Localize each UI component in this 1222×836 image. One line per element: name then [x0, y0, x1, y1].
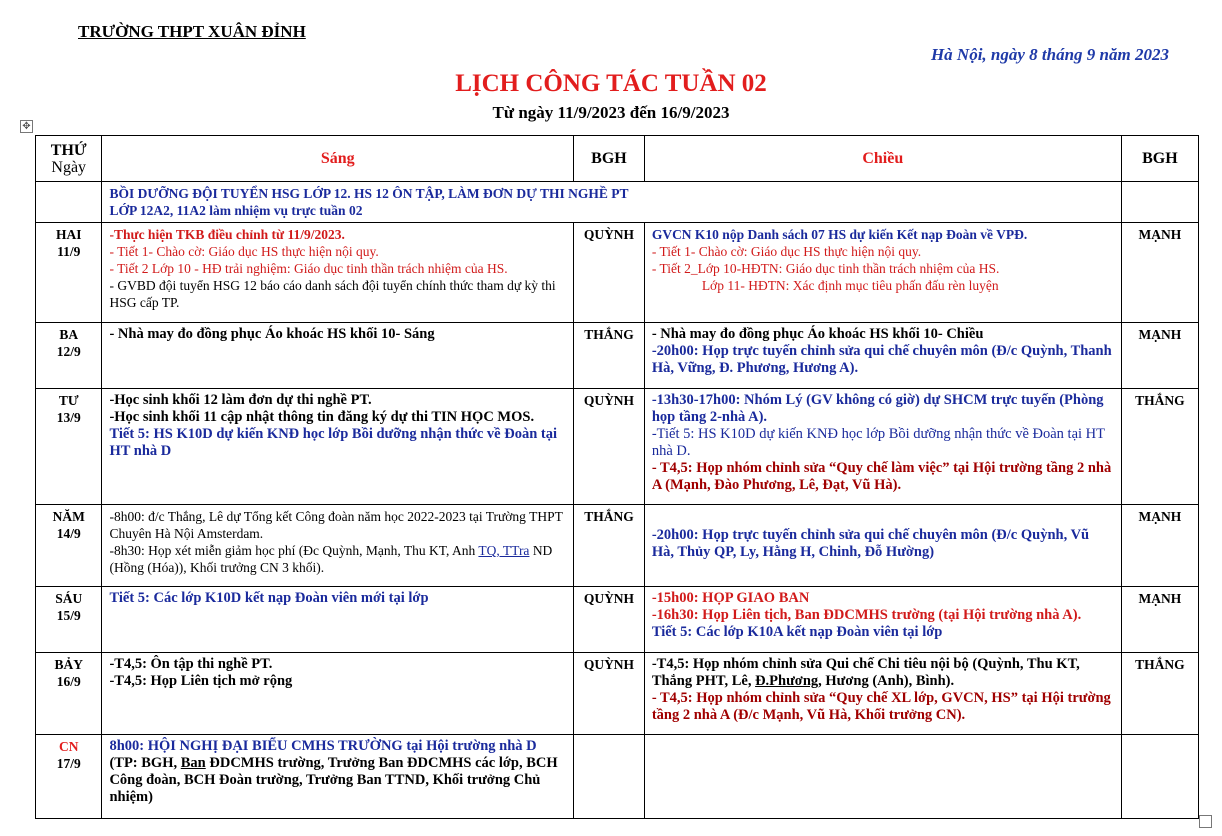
banner-empty-cell — [36, 182, 102, 223]
bgh-afternoon-cell: THẮNG — [1121, 653, 1198, 735]
afternoon-cell: GVCN K10 nộp Danh sách 07 HS dự kiến Kết nạp Đoàn về VPĐ. - Tiết 1- Chào cờ: Giáo dục HS thực hiện nội quy. - Tiết 2_Lớp 10-HĐTN: Giáo dục tinh thần trách nhiệm của HS. Lớp 11- HĐTN: Xác định mục tiêu phấn đấu rèn luyện — [644, 223, 1121, 323]
bgh-morning-cell: THẮNG — [574, 505, 645, 587]
school-name: TRƯỜNG THPT XUÂN ĐỈNH — [78, 22, 306, 41]
morning-cell: Tiết 5: Các lớp K10D kết nạp Đoàn viên mới tại lớp — [102, 587, 574, 653]
day-cell: SÁU 15/9 — [36, 587, 102, 653]
table-row — [36, 323, 1199, 389]
table-row — [36, 587, 1199, 653]
header-bgh-afternoon: BGH — [1121, 136, 1198, 182]
bgh-afternoon-cell: MẠNH — [1121, 587, 1198, 653]
day-cell: CN 17/9 — [36, 735, 102, 819]
bgh-afternoon-cell — [1121, 735, 1198, 819]
day-cell: BẢY 16/9 — [36, 653, 102, 735]
table-header-row — [36, 136, 1199, 182]
bgh-afternoon-cell: MẠNH — [1121, 505, 1198, 587]
table-resize-handle[interactable] — [1199, 815, 1212, 828]
weekly-schedule-table — [35, 135, 1199, 819]
day-cell: HAI 11/9 — [36, 223, 102, 323]
document-date: Hà Nội, ngày 8 tháng 9 năm 2023 — [930, 45, 1169, 64]
morning-cell: 8h00: HỘI NGHỊ ĐẠI BIỂU CMHS TRƯỜNG tại Hội trường nhà D (TP: BGH, Ban ĐDCMHS trường, Trưởng Ban ĐDCMHS các lớp, BCH Công đoàn, BCH Đoàn trường, Trưởng Ban TTND, Khối trưởng Chủ nhiệm) — [102, 735, 574, 819]
bgh-morning-cell: THẮNG — [574, 323, 645, 389]
bgh-morning-cell: QUỲNH — [574, 389, 645, 505]
afternoon-cell — [644, 735, 1121, 819]
bgh-afternoon-cell: MẠNH — [1121, 323, 1198, 389]
morning-cell: -T4,5: Ôn tập thi nghề PT. -T4,5: Họp Liên tịch mở rộng — [102, 653, 574, 735]
afternoon-cell: -13h30-17h00: Nhóm Lý (GV không có giờ) dự SHCM trực tuyến (Phòng họp tầng 2-nhà A). -Tiết 5: HS K10D dự kiến KNĐ học lớp Bồi dưỡng nhận thức về Đoàn tại HT nhà D. - T4,5: Họp nhóm chỉnh sửa “Quy chế làm việc” tại Hội trường tầng 2 nhà A (Mạnh, Đào Phương, Lê, Đạt, Vũ Hà). — [644, 389, 1121, 505]
bgh-morning-cell: QUỲNH — [574, 223, 645, 323]
day-cell: NĂM 14/9 — [36, 505, 102, 587]
banner-bgh-cell — [1121, 182, 1198, 223]
morning-cell: - Nhà may đo đồng phục Áo khoác HS khối 10- Sáng — [102, 323, 574, 389]
header-afternoon: Chiều — [644, 136, 1121, 182]
banner-row — [36, 182, 1199, 223]
morning-cell: -Thực hiện TKB điều chỉnh từ 11/9/2023. - Tiết 1- Chào cờ: Giáo dục HS thực hiện nội quy. - Tiết 2 Lớp 10 - HĐ trải nghiệm: Giáo dục tinh thần trách nhiệm của HS. - GVBD đội tuyển HSG 12 báo cáo danh sách đội tuyển chính thức tham dự kỳ thi HSG cấp TP. — [102, 223, 574, 323]
bgh-morning-cell — [574, 735, 645, 819]
table-row — [36, 223, 1199, 323]
day-cell: BA 12/9 — [36, 323, 102, 389]
afternoon-cell: -20h00: Họp trực tuyến chỉnh sửa qui chế chuyên môn (Đ/c Quỳnh, Vũ Hà, Thủy QP, Ly, Hằng H, Chinh, Đỗ Hường) — [644, 505, 1121, 587]
morning-cell: -8h00: đ/c Thắng, Lê dự Tổng kết Công đoàn năm học 2022-2023 tại Trường THPT Chuyên Hà Nội Amsterdam. -8h30: Họp xét miễn giảm học phí (Đc Quỳnh, Mạnh, Thu KT, Anh TQ, TTra ND (Hồng (Hóa)), Khối trưởng CN 3 khối). — [102, 505, 574, 587]
bgh-morning-cell: QUỲNH — [574, 653, 645, 735]
header-morning: Sáng — [102, 136, 574, 182]
date-range-subtitle: Từ ngày 11/9/2023 đến 16/9/2023 — [492, 103, 730, 122]
table-move-handle-icon[interactable]: ✥ — [20, 120, 33, 133]
afternoon-cell: -15h00: HỌP GIAO BAN -16h30: Họp Liên tịch, Ban ĐDCMHS trường (tại Hội trường nhà A). Tiết 5: Các lớp K10A kết nạp Đoàn viên tại lớp — [644, 587, 1121, 653]
table-row — [36, 505, 1199, 587]
table-row — [36, 653, 1199, 735]
bgh-morning-cell: QUỲNH — [574, 587, 645, 653]
bgh-afternoon-cell: THẮNG — [1121, 389, 1198, 505]
header-bgh-morning: BGH — [574, 136, 645, 182]
header-day: THỨ Ngày — [36, 136, 102, 182]
morning-cell: -Học sinh khối 12 làm đơn dự thi nghề PT. -Học sinh khối 11 cập nhật thông tin đăng ký dự thi TIN HỌC MOS. Tiết 5: HS K10D dự kiến KNĐ học lớp Bồi dưỡng nhận thức về Đoàn tại HT nhà D — [102, 389, 574, 505]
afternoon-cell: - Nhà may đo đồng phục Áo khoác HS khối 10- Chiều -20h00: Họp trực tuyến chỉnh sửa qui chế chuyên môn (Đ/c Quỳnh, Thanh Hà, Vững, Đ. Phương, Hương A). — [644, 323, 1121, 389]
day-cell: TƯ 13/9 — [36, 389, 102, 505]
afternoon-cell: -T4,5: Họp nhóm chỉnh sửa Qui chế Chi tiêu nội bộ (Quỳnh, Thu KT, Thắng PHT, Lê, Đ.Phương, Hương (Anh), Bình). - T4,5: Họp nhóm chỉnh sửa “Quy chế XL lớp, GVCN, HS” tại Hội trường tầng 2 nhà A (Đ/c Mạnh, Vũ Hà, Khối trưởng CN). — [644, 653, 1121, 735]
bgh-afternoon-cell: MẠNH — [1121, 223, 1198, 323]
page-title: LỊCH CÔNG TÁC TUẦN 02 — [455, 70, 767, 97]
table-row — [36, 389, 1199, 505]
table-row — [36, 735, 1199, 819]
banner-cell: BỒI DƯỠNG ĐỘI TUYỂN HSG LỚP 12. HS 12 ÔN TẬP, LÀM ĐƠN DỰ THI NGHỀ PT LỚP 12A2, 11A2 làm nhiệm vụ trực tuần 02 — [102, 182, 1121, 223]
